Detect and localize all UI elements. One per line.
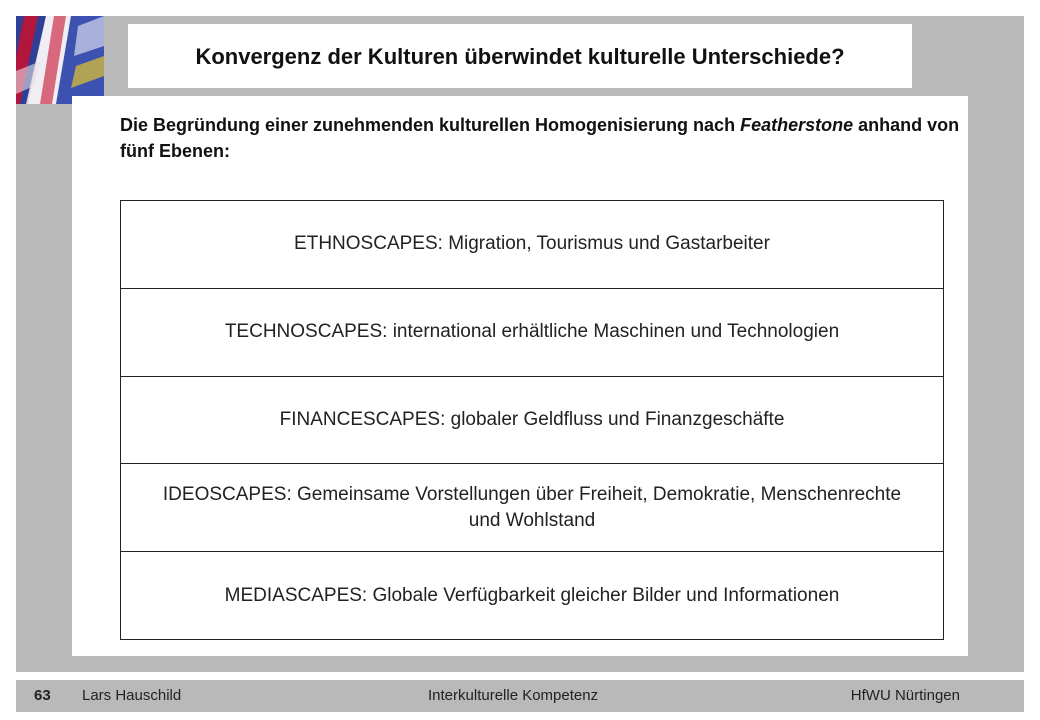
footer-institution: HfWU Nürtingen xyxy=(850,687,960,704)
slide-number: 63 xyxy=(34,687,51,704)
slide-title: Konvergenz der Kulturen überwindet kulturelle Unterschiede? xyxy=(128,24,912,88)
scape-row-financescapes: FINANCESCAPES: globaler Geldfluss und Finanzgeschäfte xyxy=(121,377,943,465)
scape-row-technoscapes: TECHNOSCAPES: international erhältliche Maschinen und Technologien xyxy=(121,289,943,377)
intro-author: Featherstone xyxy=(740,115,854,135)
intro-part1: Die Begründung einer zunehmenden kulturellen Homogenisierung nach xyxy=(120,115,741,135)
footer-bar xyxy=(16,680,1024,712)
scape-row-mediascapes: MEDIASCAPES: Globale Verfügbarkeit gleicher Bilder und Informationen xyxy=(224,584,840,606)
intro-part2: anhand von fünf Ebenen: xyxy=(120,115,960,161)
scape-row-ethnoscapes: ETHNOSCAPES: Migration, Tourismus und Gastarbeiter xyxy=(121,201,943,289)
footer-author: Lars Hauschild xyxy=(82,687,182,704)
intro-text xyxy=(120,112,960,164)
scapes-table xyxy=(120,200,944,640)
flags-image xyxy=(16,16,104,104)
content-panel xyxy=(72,96,968,656)
scape-row-ideoscapes: IDEOSCAPES: Gemeinsame Vorstellungen über Freiheit, Demokratie, Menschenrechte und Wohlstand xyxy=(121,464,943,552)
footer-course: Interkulturelle Kompetenz xyxy=(428,687,599,704)
